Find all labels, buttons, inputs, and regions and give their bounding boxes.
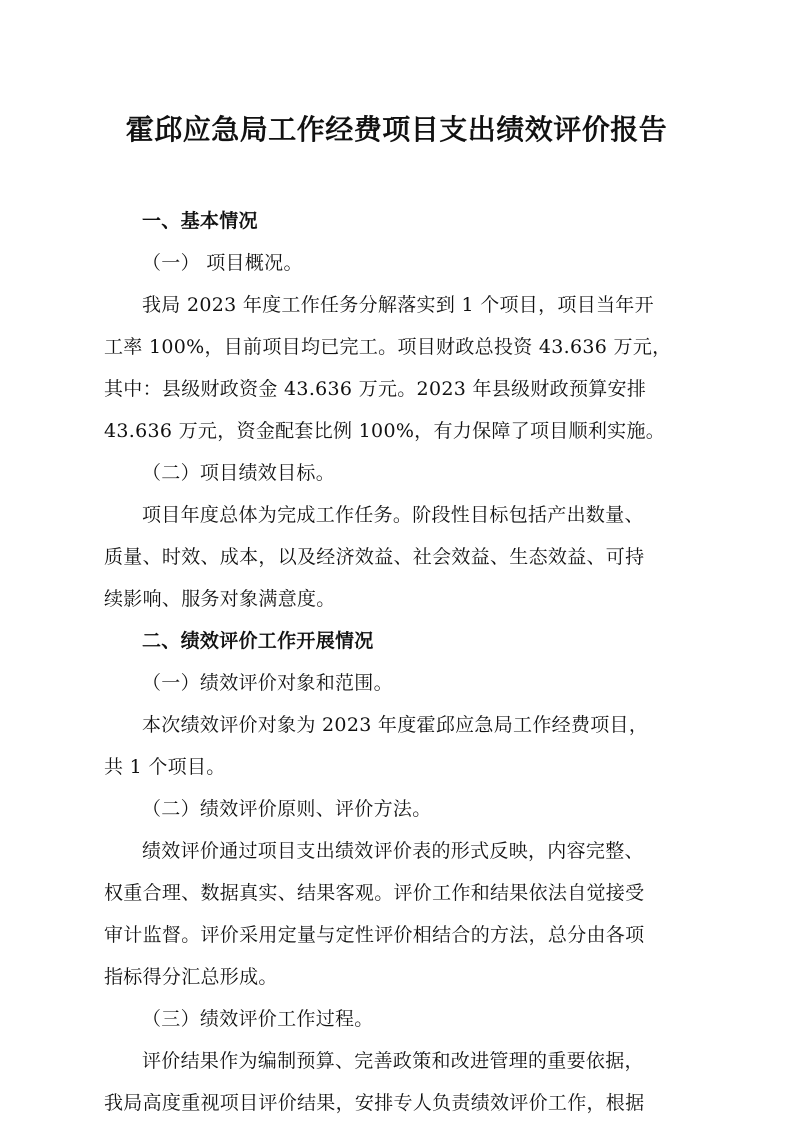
paragraph-line: 权重合理、数据真实、结果客观。评价工作和结果依法自觉接受 (104, 882, 645, 904)
subsection-heading: （二）项目绩效目标。 (142, 462, 336, 484)
paragraph-line: 评价结果作为编制预算、完善政策和改进管理的重要依据， (142, 1050, 644, 1072)
paragraph-line: 本次绩效评价对象为 2023 年度霍邱应急局工作经费项目， (142, 714, 649, 736)
paragraph-line: 共 1 个项目。 (104, 756, 226, 778)
paragraph-line: 其中：县级财政资金 43.636 万元。2023 年县级财政预算安排 (104, 378, 647, 400)
document-title: 霍邱应急局工作经费项目支出绩效评价报告 (125, 113, 668, 146)
section-heading: 二、绩效评价工作开展情况 (142, 630, 374, 652)
subsection-heading: （三）绩效评价工作过程。 (142, 1008, 374, 1030)
paragraph-line: 审计监督。评价采用定量与定性评价相结合的方法，总分由各项 (104, 924, 645, 946)
paragraph-line: 续影响、服务对象满意度。 (104, 588, 336, 610)
paragraph-line: 我局高度重视项目评价结果，安排专人负责绩效评价工作，根据 (104, 1092, 645, 1114)
paragraph-line: 质量、时效、成本，以及经济效益、社会效益、生态效益、可持 (104, 546, 645, 568)
subsection-heading: （一） 项目概况。 (142, 252, 303, 274)
paragraph-line: 项目年度总体为完成工作任务。阶段性目标包括产出数量、 (142, 504, 644, 526)
paragraph-line: 指标得分汇总形成。 (104, 966, 278, 988)
paragraph-line: 我局 2023 年度工作任务分解落实到 1 个项目，项目当年开 (142, 294, 654, 316)
paragraph-line: 绩效评价通过项目支出绩效评价表的形式反映，内容完整、 (142, 840, 644, 862)
subsection-heading: （一）绩效评价对象和范围。 (142, 672, 393, 694)
document-body (104, 200, 694, 1124)
paragraph-line: 工率 100%，目前项目均已完工。项目财政总投资 43.636 万元， (104, 336, 672, 358)
paragraph-line: 43.636 万元，资金配套比例 100%，有力保障了项目顺利实施。 (104, 420, 666, 442)
subsection-heading: （二）绩效评价原则、评价方法。 (142, 798, 432, 820)
section-heading: 一、基本情况 (142, 210, 258, 232)
